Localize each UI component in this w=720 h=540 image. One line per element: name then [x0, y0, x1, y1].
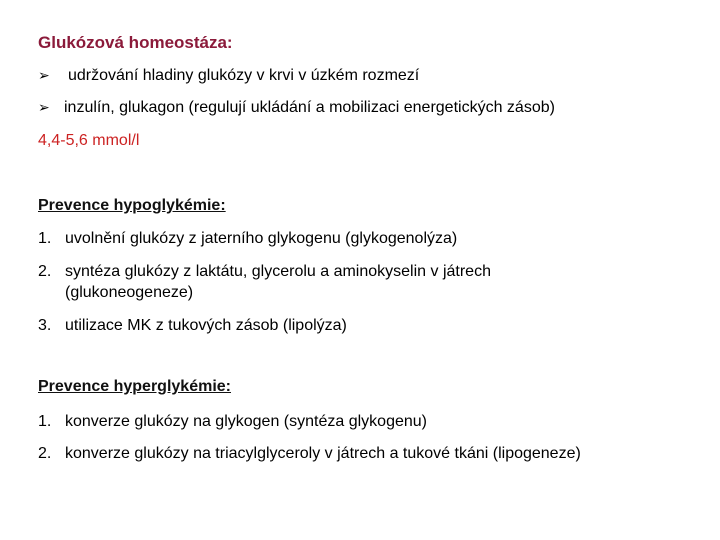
- list-number: 1.: [38, 230, 52, 247]
- list-text: syntéza glukózy z laktátu, glycerolu a aminokyselin v játrech: [65, 263, 491, 280]
- hyperglycemia-heading: Prevence hyperglykémie:: [38, 378, 231, 395]
- list-item: [38, 411, 427, 432]
- list-number: 1.: [38, 413, 52, 430]
- list-item: [38, 261, 491, 303]
- list-number: 2.: [38, 263, 52, 280]
- glucose-normal-range: 4,4-5,6 mmol/l: [38, 132, 140, 149]
- slide-title: Glukózová homeostáza:: [38, 33, 233, 52]
- arrow-bullet-icon: ➢: [38, 99, 50, 115]
- hypoglycemia-heading: Prevence hypoglykémie:: [38, 197, 226, 214]
- list-item: [38, 228, 457, 249]
- list-number: 2.: [38, 445, 52, 462]
- bullet-text: udržování hladiny glukózy v krvi v úzkém rozmezí: [68, 67, 420, 84]
- list-number: 3.: [38, 317, 52, 334]
- bullet-item: [38, 99, 555, 117]
- bullet-text: inzulín, glukagon (regulují ukládání a mobilizaci energetických zásob): [64, 99, 555, 116]
- list-text: konverze glukózy na glykogen (syntéza glykogenu): [65, 413, 427, 430]
- arrow-bullet-icon: ➢: [38, 67, 50, 83]
- list-item: [38, 443, 581, 464]
- list-text: uvolnění glukózy z jaterního glykogenu (glykogenolýza): [65, 230, 458, 247]
- list-item: [38, 315, 347, 336]
- list-text: utilizace MK z tukových zásob (lipolýza): [65, 317, 347, 334]
- list-text: konverze glukózy na triacylglyceroly v játrech a tukové tkáni (lipogeneze): [65, 445, 581, 462]
- bullet-item: [38, 67, 419, 85]
- list-text-continued: (glukoneogeneze): [65, 284, 194, 301]
